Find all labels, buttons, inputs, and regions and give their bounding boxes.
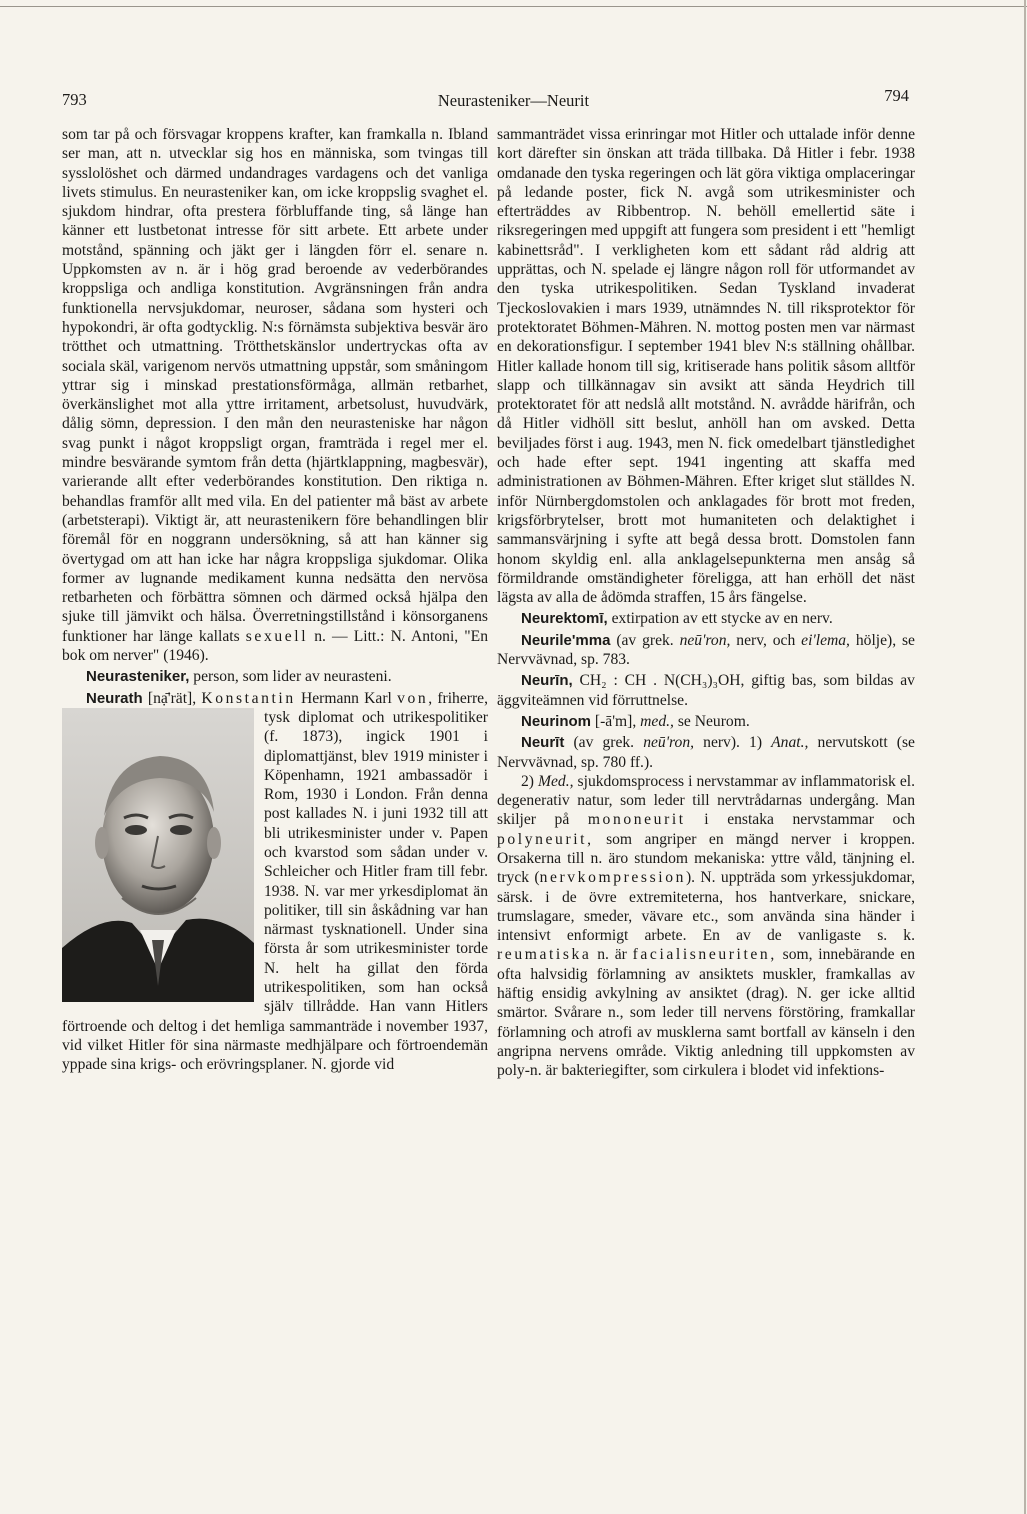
entry-text: ). N. uppträda som yrkessjukdomar, särsk. i de övre extremiteterna, hos hantverkare, snickare, trumslagare, smeder, vävare etc., som använda sina händer i intensivt enformigt arbete. En av de vanligaste s. k. xyxy=(497,869,915,945)
sense-number: 2) xyxy=(521,772,534,790)
headword: Neurīn, xyxy=(521,672,573,690)
pronunciation: [-ā'm], xyxy=(594,712,637,730)
entry-text: som angriper en mängd nerver i kroppen. Orsakerna till n. äro stundom mekaniska: yttre våld, tänjning el. tryck ( xyxy=(497,830,915,887)
entry-neurilemma xyxy=(497,631,915,670)
entry-text: extirpation av ett stycke av en nerv. xyxy=(611,610,833,628)
entry-text: hölje), se Nervvävnad, sp. 783. xyxy=(497,631,915,669)
italic-term: neū'ron, xyxy=(643,734,695,752)
entry-neurit-med xyxy=(497,772,915,1081)
headword: Neurinom xyxy=(521,712,592,730)
left-column xyxy=(62,125,488,1075)
neurasteni-continuation xyxy=(62,125,488,665)
italic-term: neū'ron, xyxy=(679,631,731,649)
pronunciation: [nạ̄'rät], xyxy=(147,689,197,707)
italic-term: ei'lema, xyxy=(801,631,850,649)
headword: Neurasteniker, xyxy=(86,668,190,686)
entry-text: person, som lider av neurasteni. xyxy=(193,668,392,686)
spaced-term: sexuell xyxy=(245,627,309,645)
portrait-photo xyxy=(62,708,254,1002)
headword: Neurektomī, xyxy=(521,610,608,628)
entry-neurin xyxy=(497,671,915,710)
entry-neurath xyxy=(62,689,488,1075)
right-column xyxy=(497,125,915,1081)
neurath-portrait xyxy=(62,708,254,1012)
entry-text: (av grek. xyxy=(573,734,635,752)
entry-text: se Neurom. xyxy=(677,712,750,730)
entry-text: nerv, och xyxy=(736,631,796,649)
paragraph-text: som tar på och försvagar kroppens krafter, kan framkalla n. Ibland ser man, att n. utvecklar sig hos en människa, som tvingas till sysslolöshet och därmed undandrages vardagens och det vanliga livets stimulus. En neurasteniker kan, om icke kroppslig svaghet el. sjukdom hindrar, ofta prestera förbluffande ting, så länge han känner ett lustbetonat intresse för sitt arbete. Ett arbete under motstånd, spänning och jäkt ger i längden förr el. senare n. Uppkomsten av n. är i hög grad beroende av vederbörandes kroppsliga och andliga konstitution. Avgränsningen från andra funktionella nervsjukdomar, neuroser, sådana som hysteri och hypokondri, är ofta godtycklig. N:s förnämsta subjektiva besvär äro trötthet och utmattning. Trötthetskänslor undertryckas ofta av sociala skäl, varigenom nervös utmattning uppstår, som småningom yttrar sig i minskad prestationsförmåga, allmän retbarhet, överkänslighet mot alla yttre irritament, arbetsolust, huvudvärk, dålig sömn, depression. I den mån den neurasteniske har någon svag punkt i något kroppsligt organ, framträda i regel mer el. mindre besvärande symtom från detta (hjärtklappning, magbesvär), varierande allt efter vederbörandes konstitution. Den riktiga n. behandlas framför allt med vila. En del patienter må bäst av arbete (arbetsterapi). Viktigt är, att neurastenikern före behandlingen blir föremål för en noggrann undersökning, så att han känner sig övertygad om att han icke har några kroppsliga sjukdomar. Olika former av lugnande medikament kunna nedsätta den nervösa retbarheten och förbättra sömnen och därmed också hjälpa den sjuke till jämvikt och hälsa. Överretningstillstånd i könsorganens funktioner har länge kallats xyxy=(62,126,488,645)
italic-term: Anat., xyxy=(771,734,809,752)
entry-text: , friherre, tysk diplomat och utrikespolitiker (f. 1873), ingick 1901 i diplomattjänst, blev 1919 minister i Köpenhamn, 1921 ambassadör i Rom, 1930 i London. Från denna post kallades N. i juni 1932 till att bli utrikesminister under v. Papen och kvarstod som sådan under v. Schleicher och Hitler fram till febr. 1938. N. var mer yrkesdiplomat än politiker, till sin åskådning var han närmast tysknationell. Under sina första år som utrikesminister torde N. helt ha gillat den förda utrikespolitiken, som han också själv tillrådde. Han vann Hitlers förtroende och deltog i det hemliga sammanträde i november 1937, vid vilket Hitler för sina närmaste medhjälpare och förtroendemän yppade sina krigs- och erövringsplaner. N. gjorde vid xyxy=(62,689,488,1074)
spaced-term: facialisneuriten, xyxy=(632,946,777,964)
spaced-term: polyneurit, xyxy=(497,830,594,848)
spaced-term: nervkompression xyxy=(539,869,686,887)
entry-neurektomi xyxy=(497,609,915,628)
left-page-number: 793 xyxy=(62,90,87,109)
entry-text: sjukdomsprocess i nervstammar av inflammatorisk el. degenerativ natur, som leder till nervtrådarnas undergång. Man skiljer på xyxy=(497,772,915,829)
headword: Neurile'mma xyxy=(521,631,611,649)
entry-neurasteniker xyxy=(62,667,488,686)
entry-neurit xyxy=(497,733,915,772)
neurath-continuation: sammanträdet vissa erinringar mot Hitler och uttalade inför denne kort därefter sin önskan att träda tillbaka. Då Hitler i febr. 1938 omdanade den tyska regeringen och lät göra viktiga omplaceringar på ledande poster, fick N. avgå som utrikesminister och efterträddes av Ribbentrop. N. behöll emellertid säte i riksregeringen med uppgift att fungera som president i ett "hemligt kabinettsråd". I verkligheten kom ett sådant råd aldrig att upprättas, och N. spelade ej längre någon roll för utformandet av den tyska utrikespolitiken. Sedan Tyskland invaderat Tjeckoslovakien i mars 1939, utnämndes N. till riksprotektor för protektoratet Böhmen-Mähren. N. mottog posten men var närmast en dekorationsfigur. I september 1941 blev N:s ställning ohållbar. Hitler kallade honom till sig, kritiserade hans politik såsom alltför slapp och tillkännagav sin avsikt att sända Heydrich till protektoratet för att nedslå allt motstånd. N. avrådde härifrån, och då Hitler vidhöll sitt beslut, anhöll han om avsked. Detta beviljades först i aug. 1943, men N. fick omedelbart tjänstledighet och hade efter sept. 1941 ingenting att skaffa med administrationen av Böhmen-Mähren. Efter kriget slut ställdes N. inför Nürnbergdomstolen och anklagades för brott mot freden, krigsförbrytelser, brott mot humaniteten och delaktighet i sammansvärjning i syfte att begå dessa brott. Domstolen fann honom skyldig enl. alla anklagelsepunkterna men ansåg så förmildrande omständigheter föreligga, att han erhöll det näst lägsta av alla de ådömda straffen, 15 års fängelse. xyxy=(497,126,915,607)
entry-text: i enstaka nervstammar och xyxy=(704,811,915,829)
entry-text: Hermann Karl xyxy=(300,689,392,707)
entry-text: som, innebärande en ofta halvsidig förlamning av ansiktets muskler, framkallas av häftig ensidig avkylning av ansiktet (drag). N. ger icke alltid smärtor. Svårare n., som leder till nervens förstöring, framkallar förlamning och atrofi av musklerna samt bortfall av känseln i den angripna nervens område. Viktig anledning till uppkomsten av poly-n. är bakteriegifter, som cirkulera i blodet vid infektions- xyxy=(497,946,915,1080)
spaced-term: reumatiska xyxy=(497,946,592,964)
headword: Neurīt xyxy=(521,734,565,752)
page-edge xyxy=(1024,0,1026,1514)
running-title: Neurasteniker—Neurit xyxy=(437,91,590,110)
entry-neurinom xyxy=(497,712,915,731)
entry-text: nervutskott (se Nervvävnad, sp. 780 ff.). xyxy=(497,734,915,771)
right-page-number: 794 xyxy=(884,86,909,105)
italic-term: Med., xyxy=(538,772,574,790)
spaced-name: Konstantin xyxy=(201,689,296,707)
entry-text: n. är xyxy=(597,946,627,964)
headword: Neurath xyxy=(86,689,143,707)
entry-text: nerv). 1) xyxy=(703,734,763,752)
top-rule xyxy=(0,6,1027,7)
entry-text: (av grek. xyxy=(616,631,674,649)
italic-term: med., xyxy=(640,712,674,730)
spaced-term: mononeurit xyxy=(587,811,686,829)
entry-text: CH₂ : CH . N(CH₃)₃OH, giftig bas, som bildas av äggviteämnen vid förruttnelse. xyxy=(497,672,915,709)
spaced-name: von xyxy=(397,689,429,707)
paragraph-text: n. — Litt.: N. Antoni, "En bok om nerver" (1946). xyxy=(62,627,488,665)
